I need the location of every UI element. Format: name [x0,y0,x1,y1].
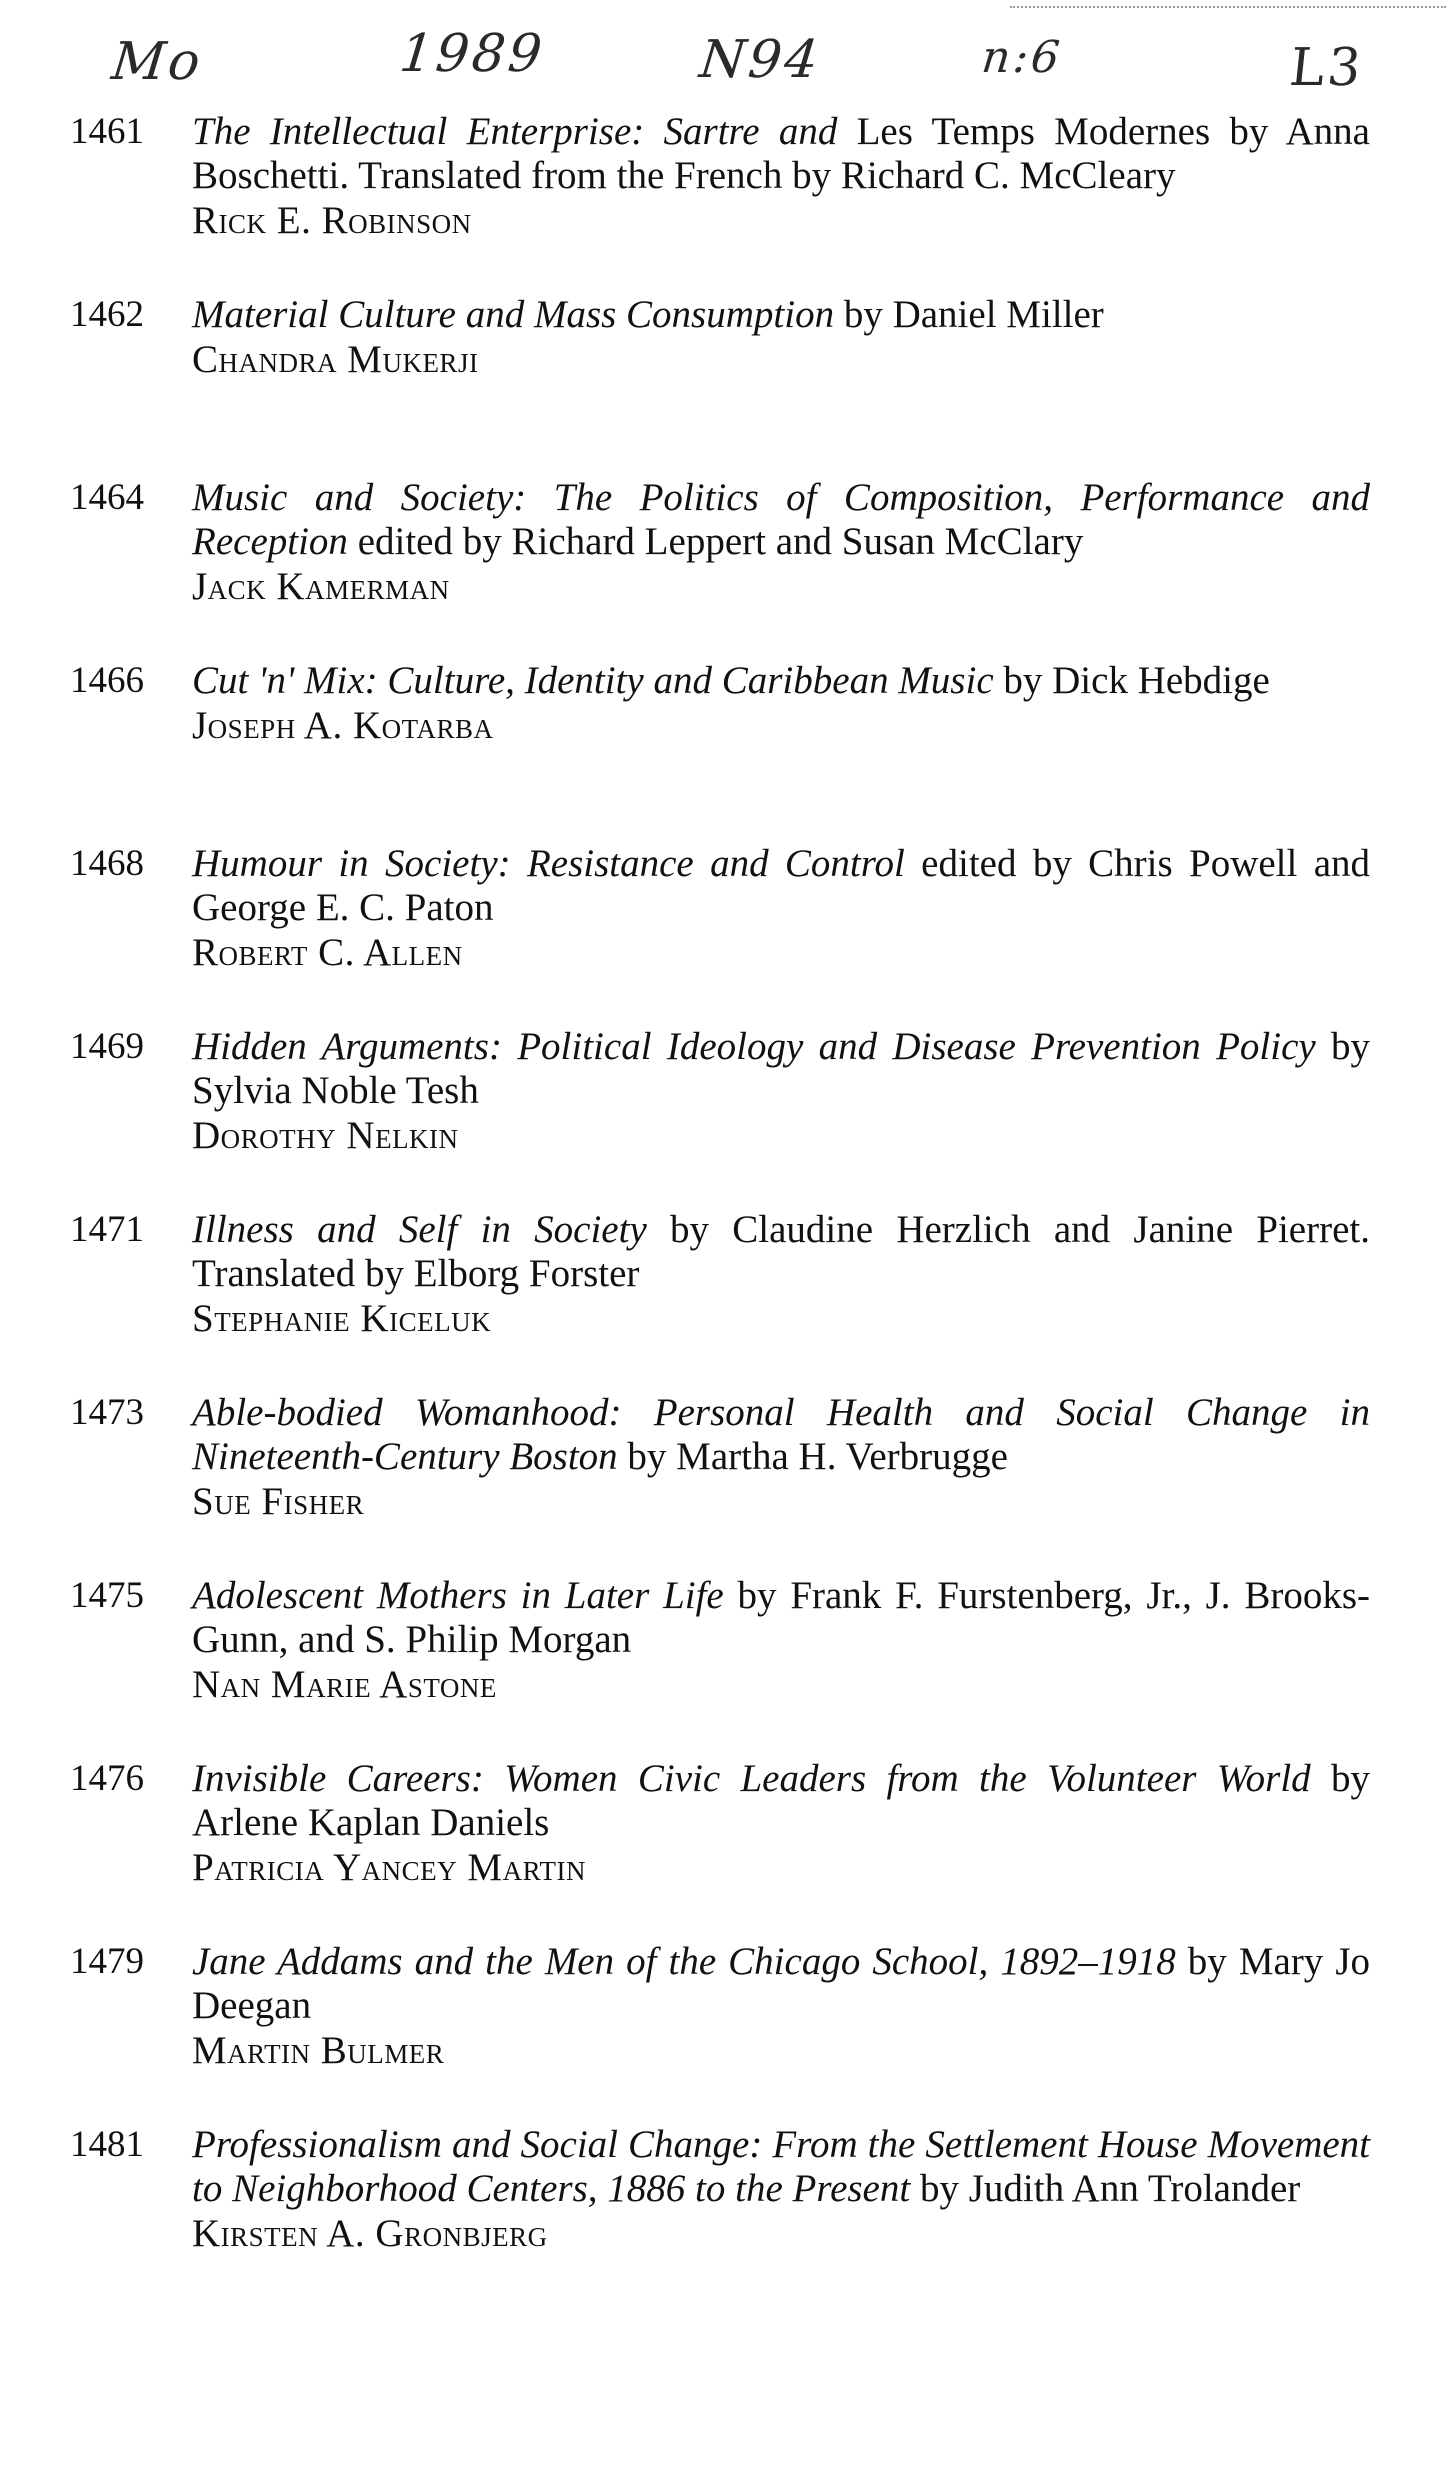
reviewer-name: Kirsten A. Gronbjerg [192,2212,548,2255]
reviewer-name: Martin Bulmer [192,2029,445,2072]
reviewer-name: Stephanie Kiceluk [192,1297,492,1340]
handwritten-note: Mo [108,32,206,92]
citation-text: by Claudine Herzlich and Janine Pierret. Translated by Elborg Forster [192,1208,1370,1295]
review-entry [70,1574,1370,1757]
page-number: 1468 [70,843,144,884]
dotted-rule [1010,6,1446,8]
page-number: 1475 [70,1575,144,1616]
citation-text: by Martha H. Verbrugge [617,1435,1008,1478]
page-number: 1461 [70,111,144,152]
page-number: 1481 [70,2124,144,2165]
reviewer-name: Patricia Yancey Martin [192,1846,586,1889]
handwritten-note: n:6 [979,32,1065,83]
page-number: 1471 [70,1209,144,1250]
book-citation [192,842,1370,930]
page-number: 1466 [70,660,144,701]
book-title: Cut 'n' Mix: Culture, Identity and Caribbean Music [192,659,994,702]
page-number: 1462 [70,294,144,335]
handwritten-note: N94 [696,30,824,90]
book-title: Jane Addams and the Men of the Chicago School, 1892–1918 [192,1940,1176,1983]
entry-body [192,1391,1370,1525]
page-number: 1464 [70,477,144,518]
review-entry [70,476,1370,659]
entry-body [192,1574,1370,1708]
reviewer-name: Chandra Mukerji [192,338,479,381]
book-title: The Intellectual Enterprise: Sartre and [192,110,838,153]
review-entry [70,293,1370,476]
book-citation [192,1025,1370,1113]
review-entry [70,1025,1370,1208]
citation-text: by Dick Hebdige [993,659,1270,702]
entry-body [192,1025,1370,1159]
reviewer-name: Joseph A. Kotarba [192,704,494,747]
reviewer-name: Nan Marie Astone [192,1663,497,1706]
citation-text: by Daniel Miller [834,293,1104,336]
review-entry [70,1208,1370,1391]
book-title: Adolescent Mothers in Later Life [192,1574,724,1617]
reviewer-name: Rick E. Robinson [192,199,472,242]
book-citation [192,1757,1370,1845]
citation-text: by Mary Jo Deegan [192,1940,1371,2027]
citation-text: by Arlene Kaplan Daniels [192,1757,1371,1844]
book-title: Illness and Self in Society [192,1208,647,1251]
review-list [70,110,1370,2306]
entry-body [192,659,1370,749]
review-entry [70,1391,1370,1574]
entry-body [192,2123,1370,2257]
book-citation [192,1940,1370,2028]
book-citation [192,1391,1370,1479]
reviewer-name: Jack Kamerman [192,565,450,608]
citation-text: by Judith Ann Trolander [910,2167,1301,2210]
entry-body [192,110,1370,244]
reviewer-name: Sue Fisher [192,1480,365,1523]
page-number: 1473 [70,1392,144,1433]
review-entry [70,2123,1370,2306]
page-number: 1469 [70,1026,144,1067]
book-citation [192,476,1370,564]
reviewer-name: Dorothy Nelkin [192,1114,459,1157]
book-citation [192,659,1370,703]
book-citation [192,110,1370,198]
handwritten-note: 1989 [396,24,548,84]
book-citation [192,1208,1370,1296]
book-title: Invisible Careers: Women Civic Leaders from the Volunteer World [192,1757,1311,1800]
book-title: Able-bodied Womanhood: Personal Health and Social Change in Nineteenth-Century Boston [192,1391,1370,1478]
entry-body [192,1208,1370,1342]
book-title: Material Culture and Mass Consumption [192,293,835,336]
citation-text: by Anna Boschetti. Translated from the French by Richard C. McCleary [192,110,1370,197]
citation-text: edited by Richard Leppert and Susan McClary [347,520,1084,563]
book-title: Hidden Arguments: Political Ideology and Disease Prevention Policy [192,1025,1316,1068]
book-citation [192,2123,1370,2211]
citation-text: Les Temps Modernes [837,110,1230,153]
handwritten-header [0,18,1446,108]
entry-body [192,293,1370,383]
book-title: Music and Society: The Politics of Composition, Performance and Reception [192,476,1370,563]
review-entry [70,1757,1370,1940]
citation-text: by Sylvia Noble Tesh [192,1025,1370,1112]
book-citation [192,1574,1370,1662]
citation-text: by Frank F. Furstenberg, Jr., J. Brooks-Gunn, and S. Philip Morgan [192,1574,1370,1661]
book-title: Professionalism and Social Change: From the Settlement House Movement to Neighborhood Centers, 1886 to the Present [192,2123,1370,2210]
review-entry [70,1940,1370,2123]
page-number: 1479 [70,1941,144,1982]
entry-body [192,1940,1370,2074]
entry-body [192,842,1370,976]
reviewer-name: Robert C. Allen [192,931,463,974]
review-entry [70,659,1370,842]
entry-body [192,1757,1370,1891]
review-entry [70,842,1370,1025]
page-number: 1476 [70,1758,144,1799]
book-citation [192,293,1370,337]
review-entry [70,110,1370,293]
handwritten-note: L3 [1286,38,1367,98]
citation-text: edited by Chris Powell and George E. C. Paton [192,842,1371,929]
entry-body [192,476,1370,610]
book-title: Humour in Society: Resistance and Control [192,842,905,885]
